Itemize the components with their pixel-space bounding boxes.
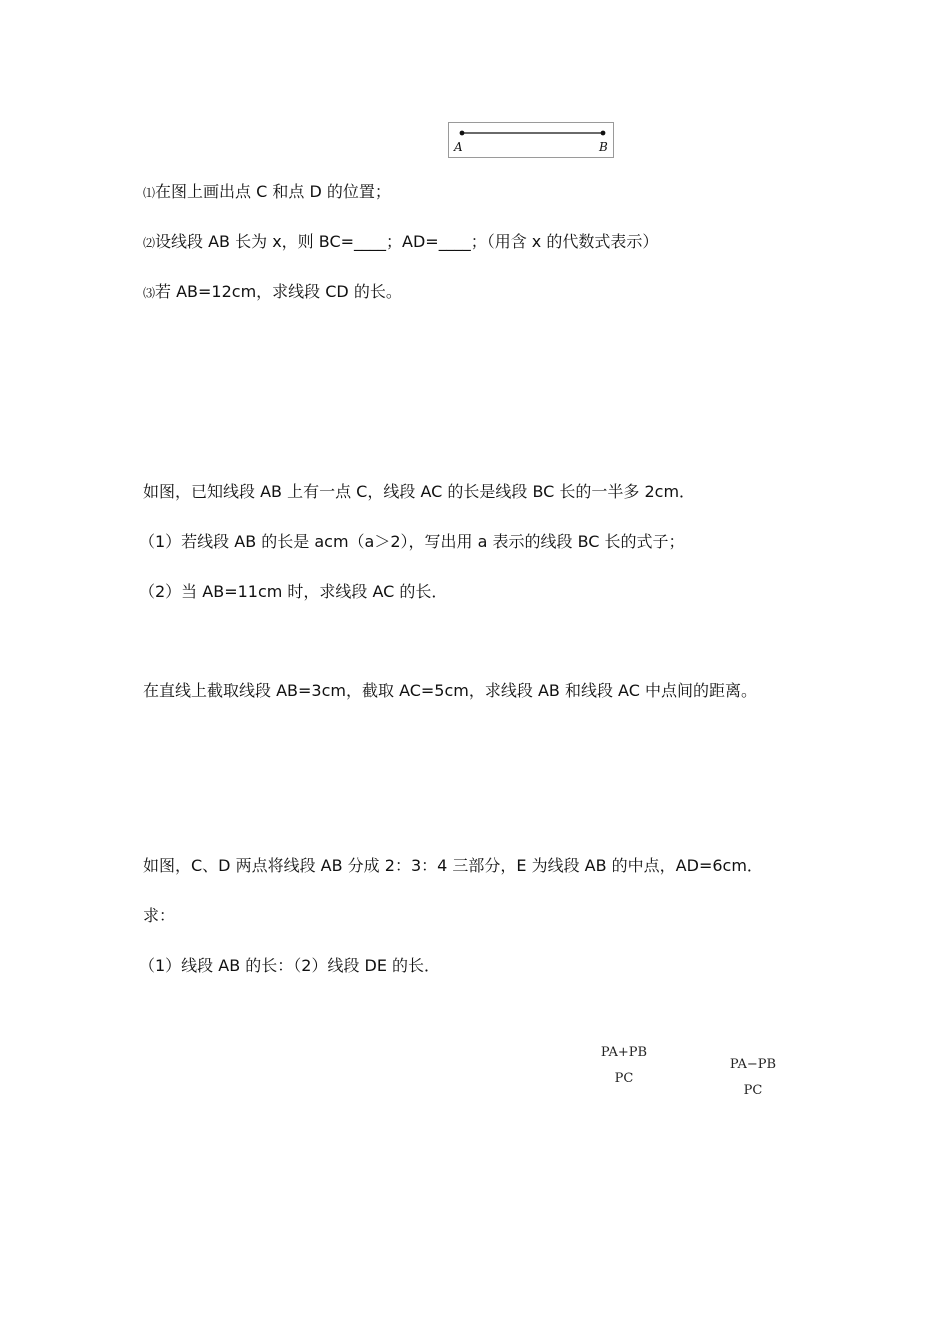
segment-ab-diagram <box>449 123 613 157</box>
fraction-diff-numerator: PA−PB <box>729 1057 777 1072</box>
problem2-q1: （1）若线段 AB 的长是 acm（a＞2），写出用 a 表示的线段 BC 长的式子； <box>139 532 685 551</box>
problem2-stem: 如图，已知线段 AB 上有一点 C，线段 AC 的长是线段 BC 长的一半多 2cm． <box>143 482 696 501</box>
problem1-q2-number: ⑵ <box>143 236 156 250</box>
problem4-stem: 如图，C、D 两点将线段 AB 分成 2：3：4 三部分，E 为线段 AB 的中点，AD=6cm． <box>143 856 763 875</box>
problem1-q3 <box>143 282 402 303</box>
fraction-sum-numerator: PA+PB <box>600 1045 648 1060</box>
problem1-q1 <box>143 182 391 203</box>
segment-ab-figure <box>448 122 614 158</box>
problem3-stem: 在直线上截取线段 AB=3cm，截取 AC=5cm，求线段 AB 和线段 AC 中点间的距离。 <box>143 681 757 700</box>
problem1-q2-text: 设线段 AB 长为 x，则 BC=____；AD=____；（用含 x 的代数式表示） <box>155 232 659 251</box>
problem1-q2 <box>143 232 658 253</box>
fraction-sum <box>598 1045 650 1087</box>
problem4-ask: 求： <box>143 906 176 925</box>
problem1-q1-text: 在图上画出点 C 和点 D 的位置； <box>155 182 391 201</box>
problem1-q3-number: ⑶ <box>143 286 156 300</box>
problem4-parts: （1）线段 AB 的长：（2）线段 DE 的长． <box>139 956 441 975</box>
point-b-dot <box>601 131 606 136</box>
problem2-q2: （2）当 AB=11cm 时，求线段 AC 的长． <box>139 582 448 601</box>
problem1-q1-number: ⑴ <box>143 186 156 200</box>
point-a-dot <box>460 131 465 136</box>
problem1-q3-text: 若 AB=12cm，求线段 CD 的长。 <box>155 282 402 301</box>
fraction-diff-denominator: PC <box>743 1083 763 1098</box>
fraction-diff <box>727 1057 779 1099</box>
point-a-label: A <box>454 140 463 154</box>
fraction-sum-denominator: PC <box>614 1071 634 1086</box>
point-b-label: B <box>599 140 608 154</box>
